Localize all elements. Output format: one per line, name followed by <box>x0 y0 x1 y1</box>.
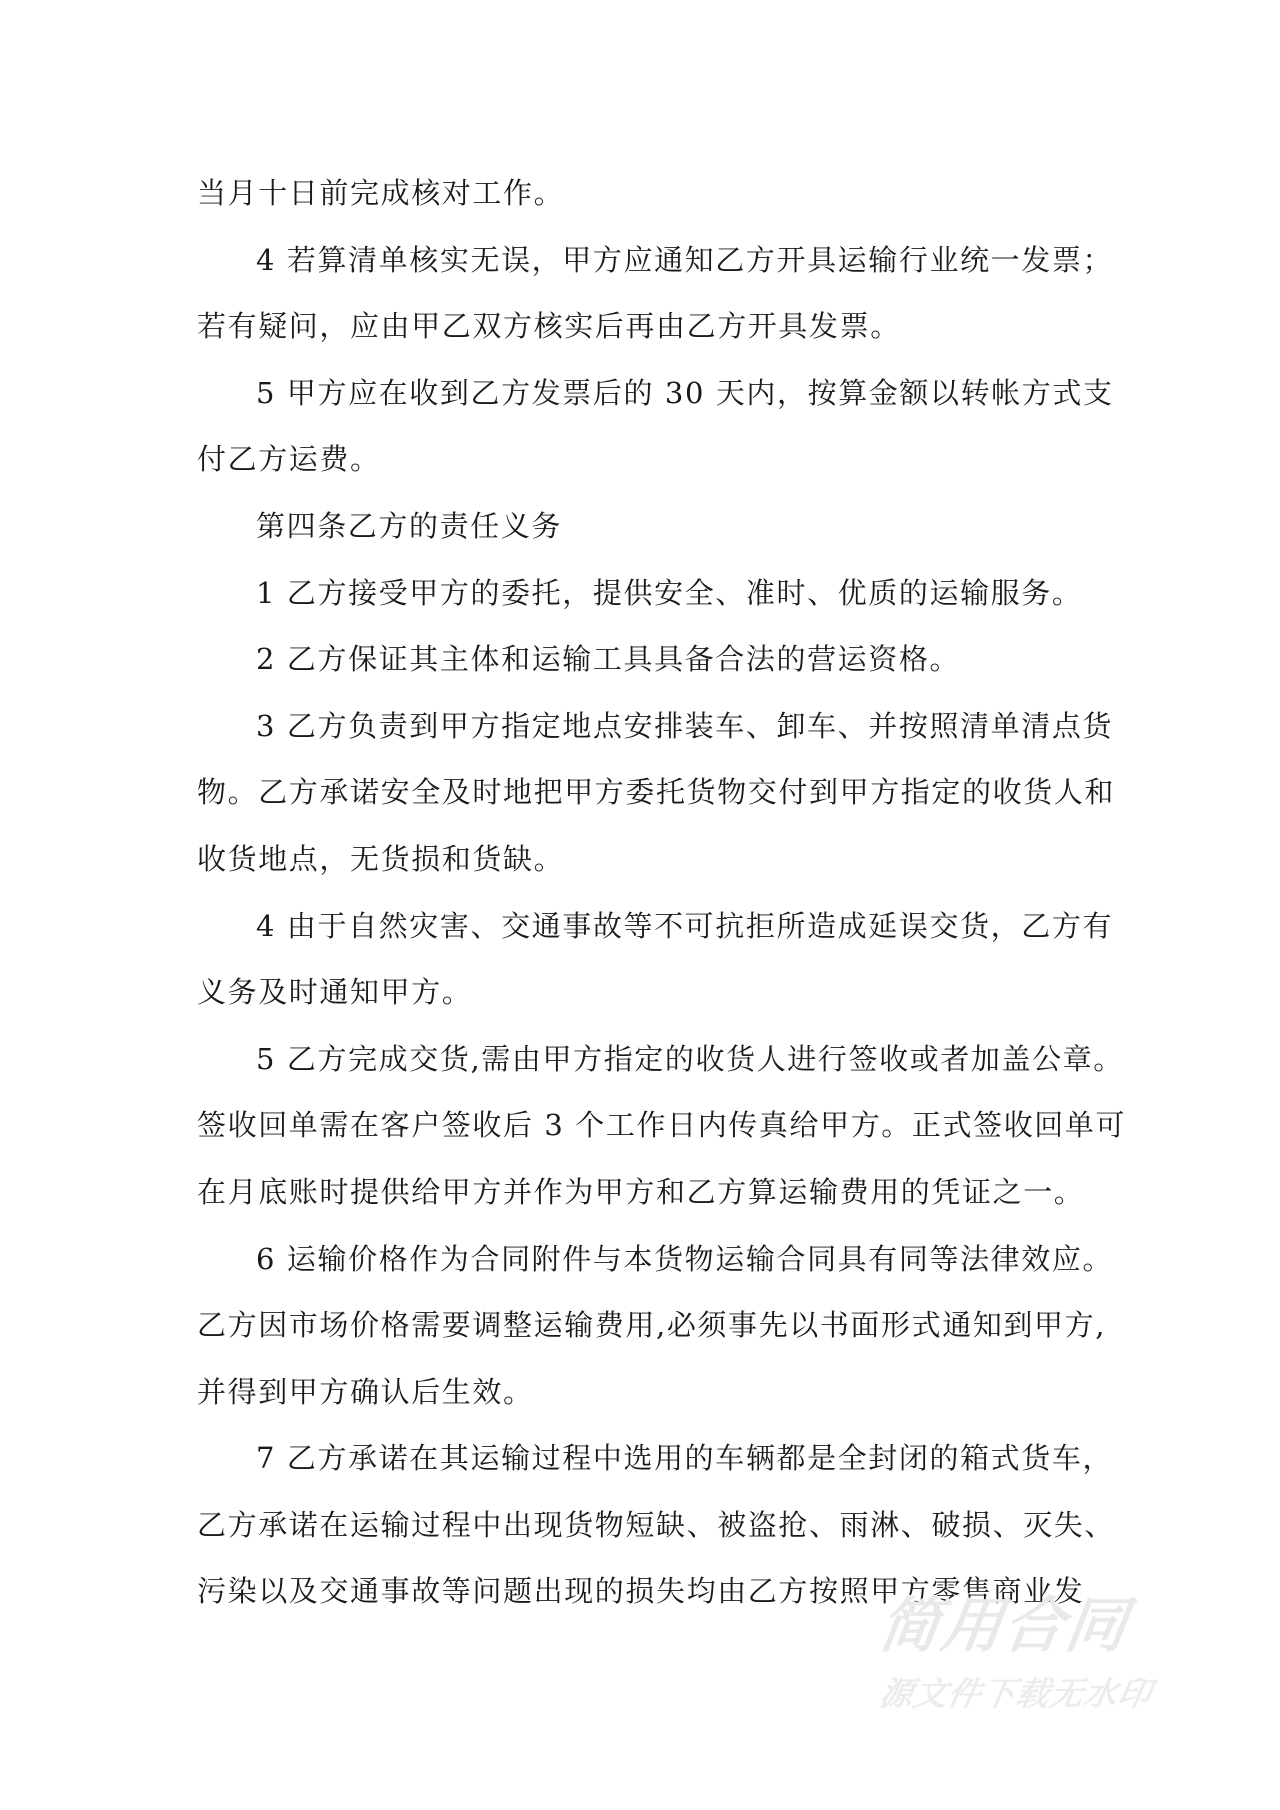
paragraph-clause-4-6 <box>197 1226 1114 1426</box>
paragraph-clause-4-3 <box>197 693 1116 893</box>
text-line: 7 乙方承诺在其运输过程中选用的车辆都是全封闭的箱式货车， <box>256 1441 1114 1476</box>
text-line: 并得到甲方确认后生效。 <box>197 1374 534 1409</box>
watermark-title: 简用合同 <box>875 1591 1133 1661</box>
text-line: 5 甲方应在收到乙方发票后的 30 天内，按算金额以转帐方式支 <box>256 375 1114 410</box>
text-line: 污染以及交通事故等问题出现的损失均由乙方按照甲方零售商业发 <box>197 1574 1085 1609</box>
text-line: 当月十日前完成核对工作。 <box>197 176 565 210</box>
section-heading: 第四条乙方的责任义务 <box>256 508 563 543</box>
text-line: 若有疑问，应由甲乙双方核实后再由乙方开具发票。 <box>197 309 901 344</box>
text-line: 4 若算清单核实无误，甲方应通知乙方开具运输行业统一发票； <box>256 242 1114 277</box>
text-line: 义务及时通知甲方。 <box>197 975 473 1010</box>
text-line: 4 由于自然灾害、交通事故等不可抗拒所造成延误交货，乙方有 <box>256 908 1114 943</box>
text-line: 在月底账时提供给甲方并作为甲方和乙方算运输费用的凭证之一。 <box>197 1174 1085 1209</box>
text-line: 3 乙方负责到甲方指定地点安排装车、卸车、并按照清单清点货 <box>256 708 1114 743</box>
text-line: 5 乙方完成交货,需由甲方指定的收货人进行签收或者加盖公章。 <box>256 1041 1124 1076</box>
text-line: 乙方承诺在运输过程中出现货物短缺、被盗抢、雨淋、破损、灭失、 <box>197 1507 1116 1542</box>
paragraph-clause-4-1 <box>197 560 1085 627</box>
paragraph-clause-4-5 <box>197 1026 1127 1226</box>
text-line: 付乙方运费。 <box>197 442 381 477</box>
text-line: 乙方因市场价格需要调整运输费用,必须事先以书面形式通知到甲方, <box>197 1308 1107 1343</box>
document-body <box>197 160 1127 1625</box>
text-line: 签收回单需在客户签收后 3 个工作日内传真给甲方。正式签收回单可 <box>197 1108 1127 1143</box>
paragraph-clause-4-2 <box>197 626 1085 693</box>
text-line: 收货地点，无货损和货缺。 <box>197 841 565 876</box>
watermark-subtitle: 源文件下载无水印 <box>876 1674 1156 1713</box>
paragraph-clause-3-4 <box>197 227 1114 360</box>
text-line: 6 运输价格作为合同附件与本货物运输合同具有同等法律效应。 <box>256 1241 1114 1276</box>
text-line: 物。乙方承诺安全及时地把甲方委托货物交付到甲方指定的收货人和 <box>197 775 1116 810</box>
paragraph-clause-4-4 <box>197 893 1114 1026</box>
paragraph-clause-4-7 <box>197 1425 1116 1625</box>
paragraph-clause-3-5 <box>197 360 1114 493</box>
text-line: 2 乙方保证其主体和运输工具具备合法的营运资格。 <box>256 642 961 677</box>
text-line: 1 乙方接受甲方的委托，提供安全、准时、优质的运输服务。 <box>256 575 1083 610</box>
section-heading-article-4 <box>197 493 1085 560</box>
paragraph-continuation <box>197 160 1085 227</box>
